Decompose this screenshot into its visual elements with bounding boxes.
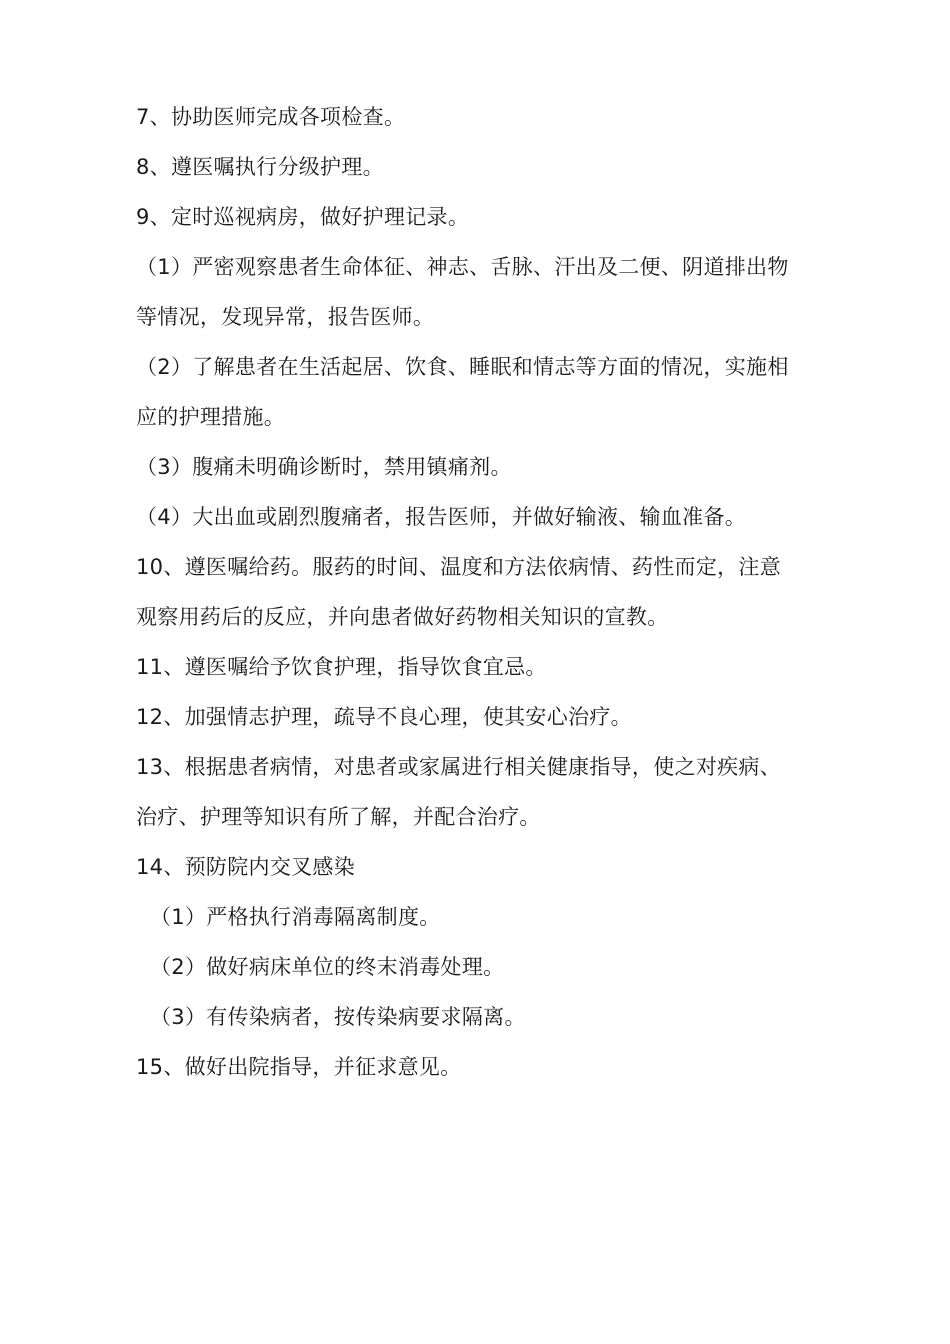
sub-item-9-2: （2）了解患者在生活起居、饮食、睡眠和情志等方面的情况，实施相 bbox=[136, 355, 789, 379]
list-item-10: 10、遵医嘱给药。服药的时间、温度和方法依病情、药性而定，注意 bbox=[136, 555, 782, 579]
document-body bbox=[136, 92, 836, 1092]
sub-item-14-1: （1）严格执行消毒隔离制度。 bbox=[150, 905, 441, 929]
list-item-8: 8、遵医嘱执行分级护理。 bbox=[136, 155, 384, 179]
list-item-15: 15、做好出院指导，并征求意见。 bbox=[136, 1055, 462, 1079]
list-item-9: 9、定时巡视病房，做好护理记录。 bbox=[136, 205, 470, 229]
sub-item-14-3: （3）有传染病者，按传染病要求隔离。 bbox=[150, 1005, 526, 1029]
sub-item-9-1: （1）严密观察患者生命体征、神志、舌脉、汗出及二便、阴道排出物 bbox=[136, 255, 789, 279]
list-item-11: 11、遵医嘱给予饮食护理，指导饮食宜忌。 bbox=[136, 655, 547, 679]
sub-item-9-2-continued: 应的护理措施。 bbox=[136, 405, 286, 429]
list-item-13: 13、根据患者病情，对患者或家属进行相关健康指导，使之对疾病、 bbox=[136, 755, 782, 779]
list-item-7: 7、协助医师完成各项检查。 bbox=[136, 105, 406, 129]
list-item-14: 14、预防院内交叉感染 bbox=[136, 855, 356, 879]
list-item-12: 12、加强情志护理，疏导不良心理，使其安心治疗。 bbox=[136, 705, 632, 729]
list-item-13-continued: 治疗、护理等知识有所了解，并配合治疗。 bbox=[136, 805, 541, 829]
list-item-10-continued: 观察用药后的反应，并向患者做好药物相关知识的宣教。 bbox=[136, 605, 669, 629]
sub-item-9-3: （3）腹痛未明确诊断时，禁用镇痛剂。 bbox=[136, 455, 512, 479]
sub-item-9-1-continued: 等情况，发现异常，报告医师。 bbox=[136, 305, 435, 329]
sub-item-14-2: （2）做好病床单位的终末消毒处理。 bbox=[150, 955, 505, 979]
sub-item-9-4: （4）大出血或剧烈腹痛者，报告医师，并做好输液、输血准备。 bbox=[136, 505, 747, 529]
